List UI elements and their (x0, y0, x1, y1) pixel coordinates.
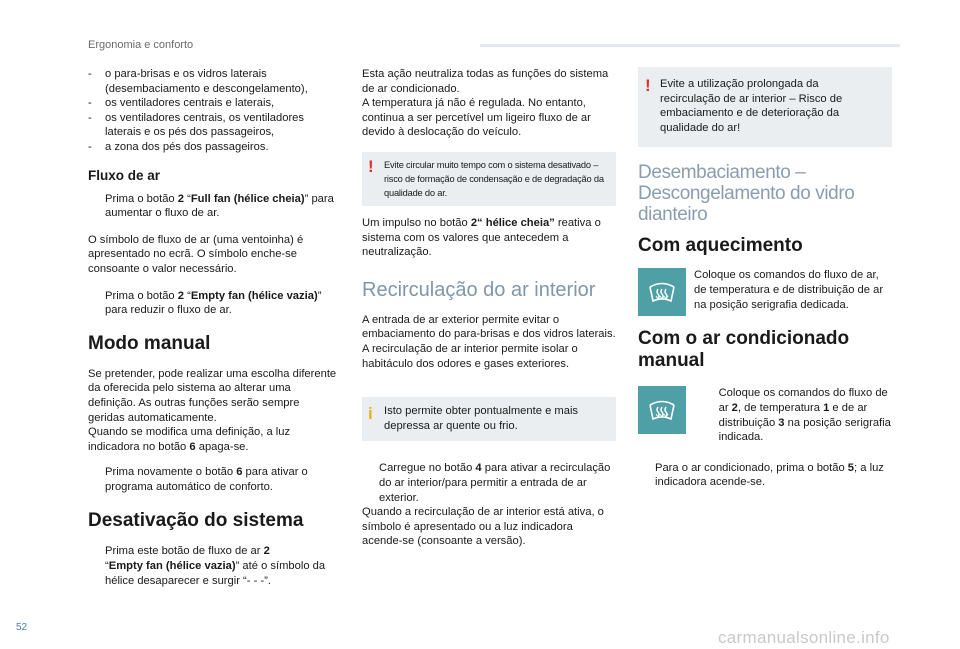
manual-bullet: Prima novamente o botão 6 para ativar o programa automático de conforto. (105, 466, 308, 493)
ac-bullet: Coloque os comandos do fluxo de ar 2, de temperatura 1 e de ar distribuição 3 na posição serigrafia indicada. (718, 387, 891, 444)
heating-heading: Com aquecimento (638, 235, 803, 257)
fluxo-bullet-1: Prima o botão 2 “Full fan (hélice cheia)” para aumentar o fluxo de ar. (105, 192, 334, 220)
recirc-paragraph-2: A recirculação de ar interior permite isolar o habitáculo dos odores e gases exteriores. (362, 342, 578, 370)
list-item: - o para-brisas e os vidros laterais (desembaciamento e descongelamento), (88, 68, 308, 95)
defrost-icon (638, 268, 686, 316)
column-2 (362, 67, 616, 549)
fluxo-bullet-2: Prima o botão 2 “Empty fan (hélice vazia)” para reduzir o fluxo de ar. (105, 289, 322, 317)
column-1 (88, 67, 338, 588)
heating-text: Coloque os comandos do fluxo de ar, de temperatura e de distribuição de ar na posição serigrafia dedicada. (694, 269, 884, 311)
defrost-heading: Desembaciamento – Descongelamento do vidro dianteiro (638, 162, 855, 226)
page-number: 52 (16, 622, 28, 633)
info-note: i Isto permite obter pontualmente e mais depressa ar quente ou frio. (362, 397, 616, 441)
header-divider-bar (480, 44, 900, 47)
warning-note-recirculation: ! Evite a utilização prolongada da recirculação de ar interior – Risco de embaciamento e de deterioração da qualidade do ar! (638, 67, 892, 147)
recirc-final-paragraph: Quando a recirculação de ar interior está ativa, o símbolo é apresentado ou a luz indicadora acende-se (consoante a versão). (362, 506, 604, 548)
impulse-paragraph: Um impulso no botão 2“ hélice cheia” reativa o sistema com os valores que antecedem a neutralização. (362, 216, 601, 259)
heating-block (638, 268, 892, 316)
manual-paragraph-2: Quando se modifica uma definição, a luz indicadora no botão 6 apaga-se. (88, 426, 291, 453)
column-3 (638, 67, 892, 490)
fluxo-heading: Fluxo de ar (88, 167, 161, 183)
recirc-bullet: Carregue no botão 4 para ativar a recirculação do ar interior/para permitir a entrada de ar exterior. (379, 462, 611, 504)
warning-icon: ! (368, 156, 374, 176)
deactivation-bullet: Prima este botão de fluxo de ar 2 “Empty fan (hélice vazia)” até o símbolo da hélice desaparecer e surgir “- - -”. (105, 545, 326, 587)
col2-paragraph-2: A temperatura já não é regulada. No entanto, continua a ser percetível um ligeiro fluxo de ar devido à deslocação do veículo. (362, 97, 591, 139)
defrost-icon (638, 386, 686, 434)
recirc-paragraph-1: A entrada de ar exterior permite evitar o embaciamento do para-brisas e dos vidros laterais. (362, 313, 616, 341)
fluxo-paragraph: O símbolo de fluxo de ar (uma ventoinha) é apresentado no ecrã. O símbolo enche-se consoante o valor necessário. (88, 233, 304, 275)
watermark: carmanualsonline.info (718, 628, 890, 647)
windscreen-defrost-icon (647, 397, 677, 423)
list-item: - os ventiladores centrais e laterais, (88, 97, 275, 110)
list-item: - a zona dos pés dos passageiros. (88, 140, 269, 153)
col2-paragraph-1: Esta ação neutraliza todas as funções do sistema de ar condicionado. (362, 68, 609, 95)
airflow-list (88, 67, 338, 155)
ac-heading: Com o ar condicionado manual (638, 328, 850, 372)
deactivation-heading: Desativação do sistema (88, 510, 304, 532)
manual-paragraph: Se pretender, pode realizar uma escolha diferente da oferecida pelo sistema ao alterar uma definição. As outras funções serão sempre geridas automaticamente. (88, 367, 337, 424)
recirculation-heading: Recirculação do ar interior (362, 278, 596, 301)
header-section-title: Ergonomia e conforto (88, 39, 194, 51)
info-icon: i (368, 404, 373, 424)
warning-icon: ! (645, 76, 651, 95)
windscreen-defrost-icon (647, 279, 677, 305)
manual-mode-heading: Modo manual (88, 332, 211, 354)
ac-block (638, 386, 892, 444)
warning-note-condensation: ! Evite circular muito tempo com o sistema desativado – risco de formação de condensação e de degradação da qualidade do ar. (362, 152, 616, 206)
ac-button-bullet: Para o ar condicionado, prima o botão 5; a luz indicadora acende-se. (655, 461, 884, 489)
list-item: - os ventiladores centrais, os ventiladores laterais e os pés dos passageiros, (88, 111, 304, 139)
